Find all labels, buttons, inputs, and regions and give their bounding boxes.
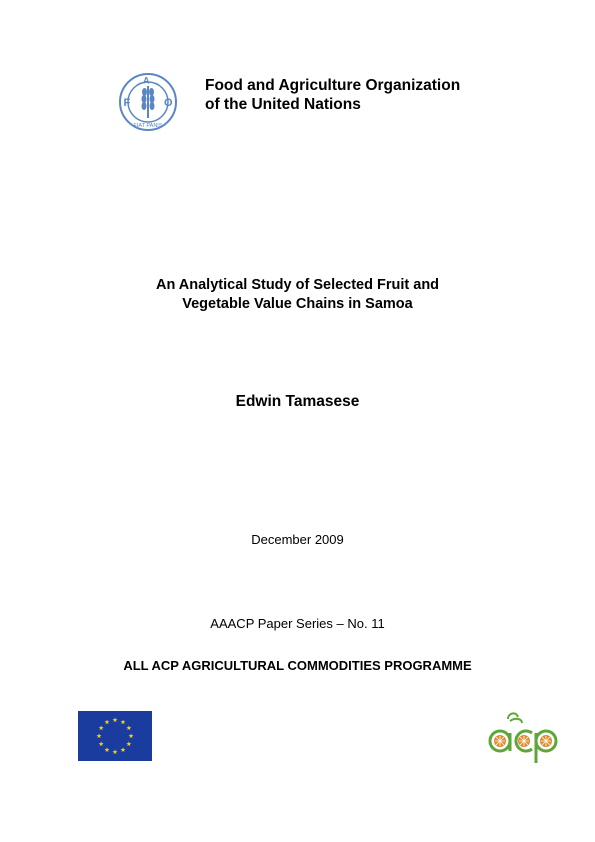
programme-name: ALL ACP AGRICULTURAL COMMODITIES PROGRAMME <box>123 658 472 673</box>
eu-flag-icon <box>78 711 152 761</box>
organization-name-line1: Food and Agriculture Organization <box>205 77 461 94</box>
publication-date: December 2009 <box>251 532 344 547</box>
organization-name <box>205 76 460 114</box>
document-title <box>0 276 595 314</box>
fao-motto: FIAT PANIS <box>133 123 163 129</box>
paper-series: AAACP Paper Series – No. 11 <box>210 616 385 631</box>
fao-emblem-icon <box>118 72 178 132</box>
organization-name-line2: of the United Nations <box>205 96 361 113</box>
author-name: Edwin Tamasese <box>235 393 360 410</box>
acp-logo-icon <box>486 711 560 765</box>
document-title-line1: An Analytical Study of Selected Fruit and <box>155 277 440 293</box>
svg-text:F: F <box>123 97 131 109</box>
document-title-line2: Vegetable Value Chains in Samoa <box>182 296 413 312</box>
svg-text:O: O <box>164 97 173 109</box>
svg-text:A: A <box>143 75 150 86</box>
